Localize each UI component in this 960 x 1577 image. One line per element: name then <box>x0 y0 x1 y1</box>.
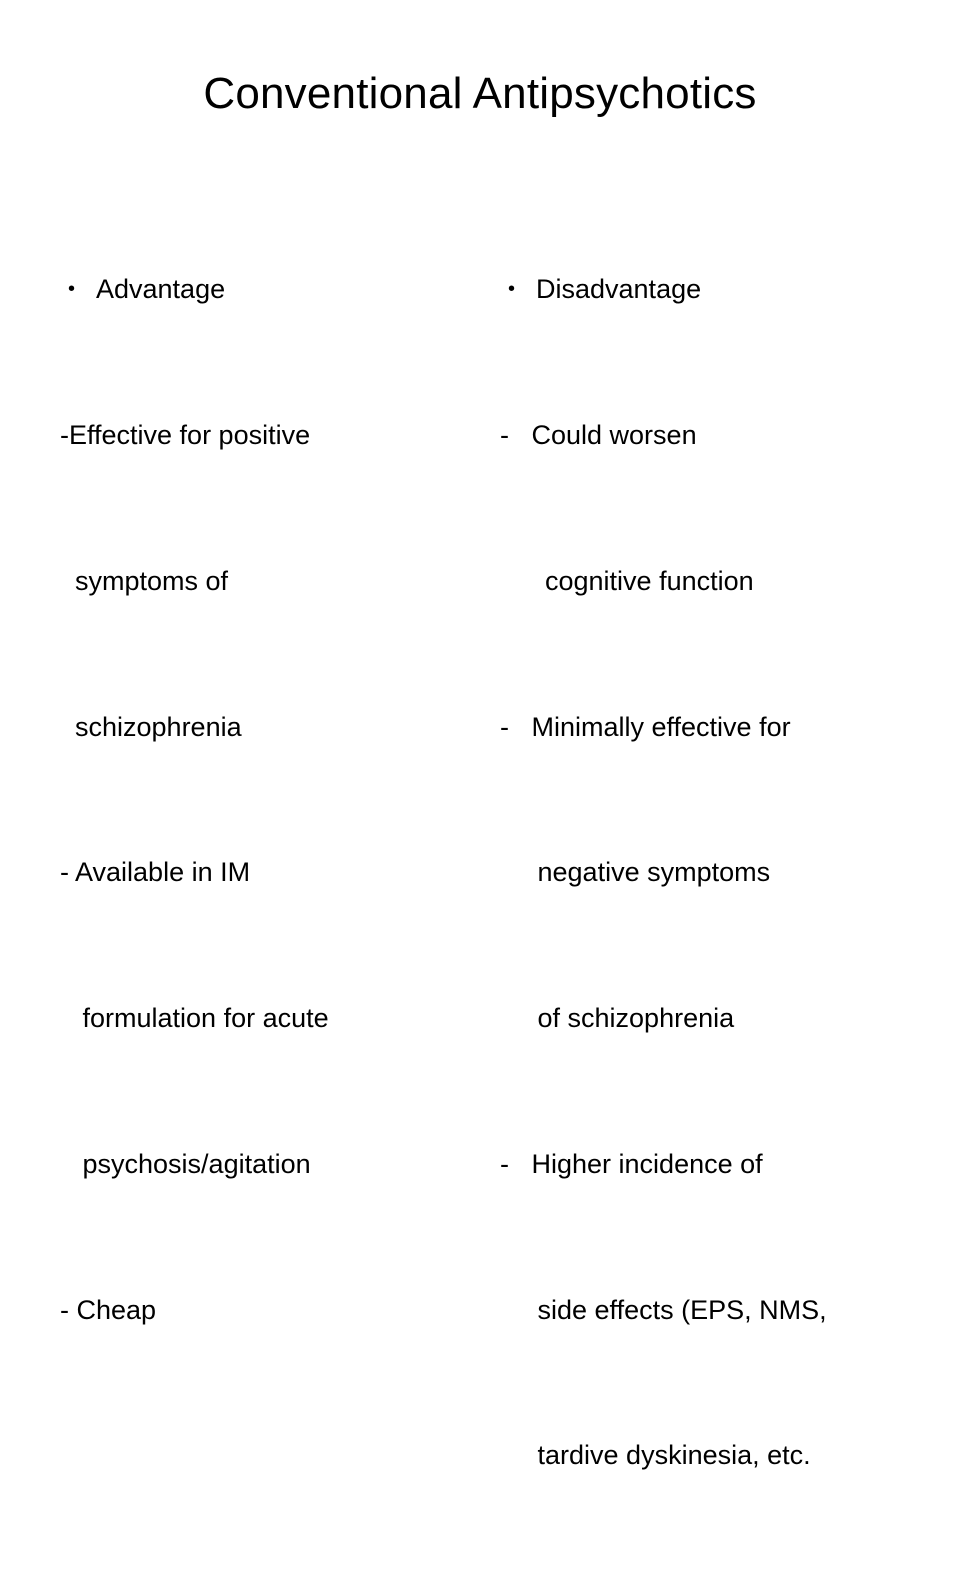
slide-title: Conventional Antipsychotics <box>203 69 757 118</box>
disadvantage-heading-line <box>500 265 940 314</box>
disadvantage-line: - Higher incidence of <box>500 1148 763 1179</box>
disadvantage-line: tardive dyskinesia, etc. <box>500 1440 811 1471</box>
bullet-icon: • <box>508 278 516 301</box>
advantage-column <box>60 168 480 1431</box>
disadvantage-line: - Could worsen <box>500 419 697 450</box>
disadvantage-line: side effects (EPS, NMS, <box>500 1294 827 1325</box>
advantage-line: -Effective for positive <box>60 419 311 450</box>
advantage-line: psychosis/agitation <box>60 1148 311 1179</box>
advantage-heading-line <box>60 265 480 314</box>
disadvantage-line: of schizophrenia <box>500 1003 735 1034</box>
advantage-line: - Available in IM <box>60 857 251 888</box>
advantage-heading: Advantage <box>96 274 226 305</box>
disadvantage-line: negative symptoms <box>500 857 771 888</box>
disadvantage-column <box>500 168 940 1577</box>
advantage-line: symptoms of <box>60 565 229 596</box>
bullet-icon: • <box>68 278 76 301</box>
advantage-line: schizophrenia <box>60 711 242 742</box>
disadvantage-line: cognitive function <box>500 565 754 596</box>
disadvantage-heading: Disadvantage <box>536 274 702 305</box>
advantage-line: formulation for acute <box>60 1003 329 1034</box>
advantage-line: - Cheap <box>60 1294 157 1325</box>
disadvantage-line: - Minimally effective for <box>500 711 791 742</box>
